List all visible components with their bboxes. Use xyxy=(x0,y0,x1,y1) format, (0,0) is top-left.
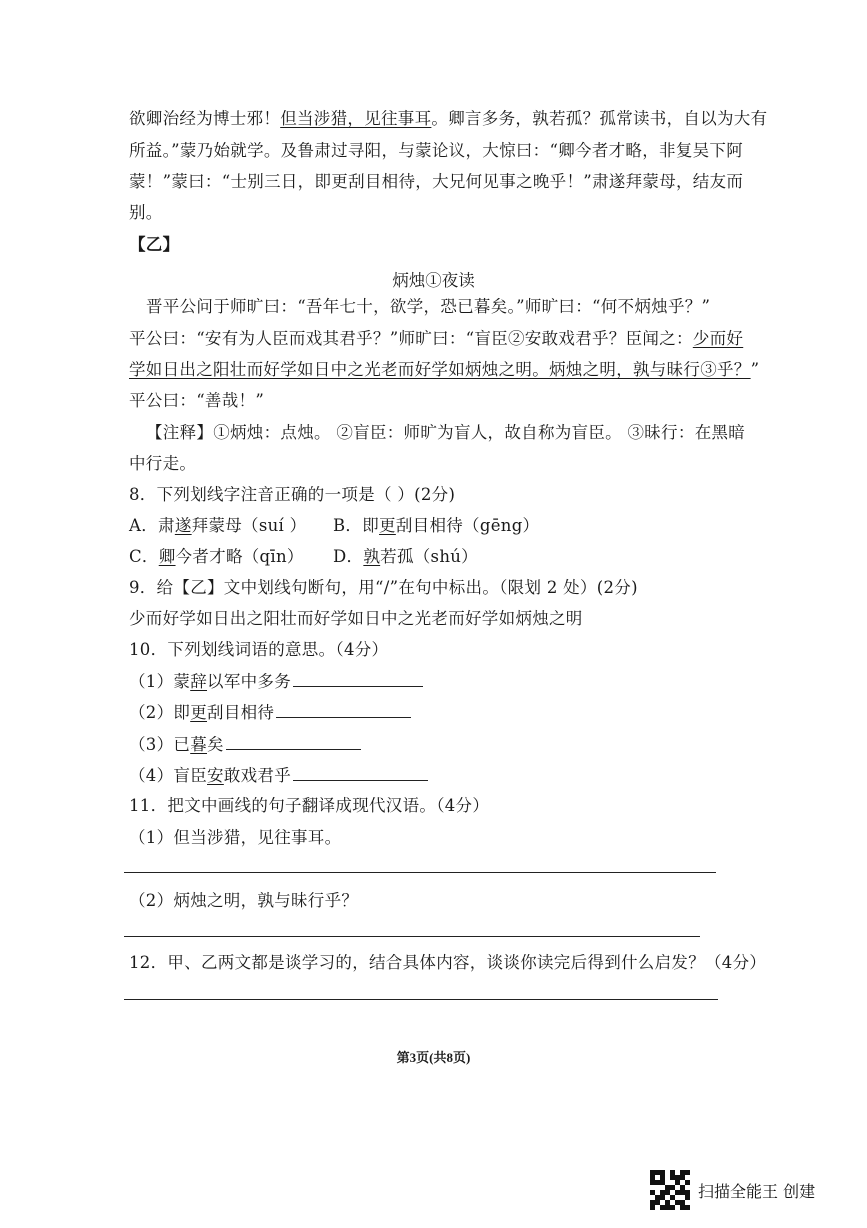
annotation-line-1: 【注释】①炳烛：点烛。 ②盲臣：师旷为盲人，故自称为盲臣。 ③昧行：在黑暗 xyxy=(146,423,746,442)
answer-blank[interactable] xyxy=(293,670,423,687)
underlined-sentence-b: 学如日出之阳壮而好学如日中之光老而好学如炳烛之明。炳烛之明，孰与昧行③乎？ xyxy=(129,360,751,379)
annotation-line-2: 中行走。 xyxy=(129,454,197,473)
underlined-sentence-a: 但当涉猎，见往事耳 xyxy=(280,109,432,128)
passage-b-line-3: 学如日出之阳壮而好学如日中之光老而好学如炳烛之明。炳烛之明，孰与昧行③乎？” xyxy=(129,360,760,379)
passage-a-line-4: 别。 xyxy=(129,203,163,222)
passage-a-line-1: 欲卿治经为博士邪！但当涉猎，见往事耳。卿言多务，孰若孤？孤常读书，自以为大有 xyxy=(129,109,768,128)
page-number: 第3页(共8页) xyxy=(396,1050,471,1065)
answer-line-11-1[interactable] xyxy=(124,872,716,873)
question-8-stem: 8．下列划线字注音正确的一项是（ ）(2分) xyxy=(129,485,456,504)
question-11-item-1: （1）但当涉猎，见往事耳。 xyxy=(129,828,342,847)
question-8-option-d: D．孰若孤（shú） xyxy=(333,547,478,566)
passage-a-line-2: 所益。”蒙乃始就学。及鲁肃过寻阳，与蒙论议，大惊曰：“卿今者才略，非复吴下阿 xyxy=(129,141,744,160)
answer-line-12[interactable] xyxy=(124,999,718,1000)
question-10-stem: 10．下列划线词语的意思。（4分） xyxy=(129,640,389,659)
passage-b-title: 炳烛①夜读 xyxy=(392,271,475,290)
passage-b-line-4: 平公曰：“善哉！” xyxy=(129,391,265,410)
answer-blank[interactable] xyxy=(226,733,361,750)
passage-a-line-3: 蒙！”蒙曰：“士别三日，即更刮目相待，大兄何见事之晚乎！”肃遂拜蒙母，结友而 xyxy=(129,172,744,191)
question-9-stem: 9．给【乙】文中划线句断句，用“/”在句中标出。（限划 2 处）(2分) xyxy=(129,578,638,597)
passage-b-line-1: 晋平公问于师旷曰：“吾年七十，欲学，恐已暮矣。”师旷曰：“何不炳烛乎？” xyxy=(146,297,711,316)
question-10-item-3: （3）已暮矣 xyxy=(129,733,361,756)
answer-blank[interactable] xyxy=(293,764,428,781)
scanner-brand-label: 扫描全能王 创建 xyxy=(698,1181,816,1201)
question-8-option-a: A．肃遂拜蒙母（suí ） xyxy=(129,516,307,535)
answer-line-11-2[interactable] xyxy=(124,936,700,937)
scanner-watermark xyxy=(650,1170,815,1210)
passage-b-label: 【乙】 xyxy=(129,235,180,254)
question-12-stem: 12．甲、乙两文都是谈学习的，结合具体内容，谈谈你读完后得到什么启发？（4分） xyxy=(129,953,767,972)
answer-blank[interactable] xyxy=(276,701,411,718)
qr-code-icon xyxy=(650,1170,690,1210)
question-11-item-2: （2）炳烛之明，孰与昧行乎？ xyxy=(129,891,359,910)
question-8-option-b: B．即更刮目相待（gēng） xyxy=(333,516,540,535)
passage-b-line-2: 平公曰：“安有为人臣而戏其君乎？”师旷曰：“盲臣②安敢戏君乎？臣闻之：少而好 xyxy=(129,329,744,348)
question-10-item-4: （4）盲臣安敢戏君乎 xyxy=(129,764,428,787)
question-10-item-1: （1）蒙辞以军中多务 xyxy=(129,670,423,693)
question-9-text: 少而好学如日出之阳壮而好学如日中之光老而好学如炳烛之明 xyxy=(129,609,583,628)
question-10-item-2: （2）即更刮目相待 xyxy=(129,701,411,724)
question-8-option-c: C．卿今者才略（qīn） xyxy=(129,547,304,566)
question-11-stem: 11．把文中画线的句子翻译成现代汉语。（4分） xyxy=(129,796,490,815)
